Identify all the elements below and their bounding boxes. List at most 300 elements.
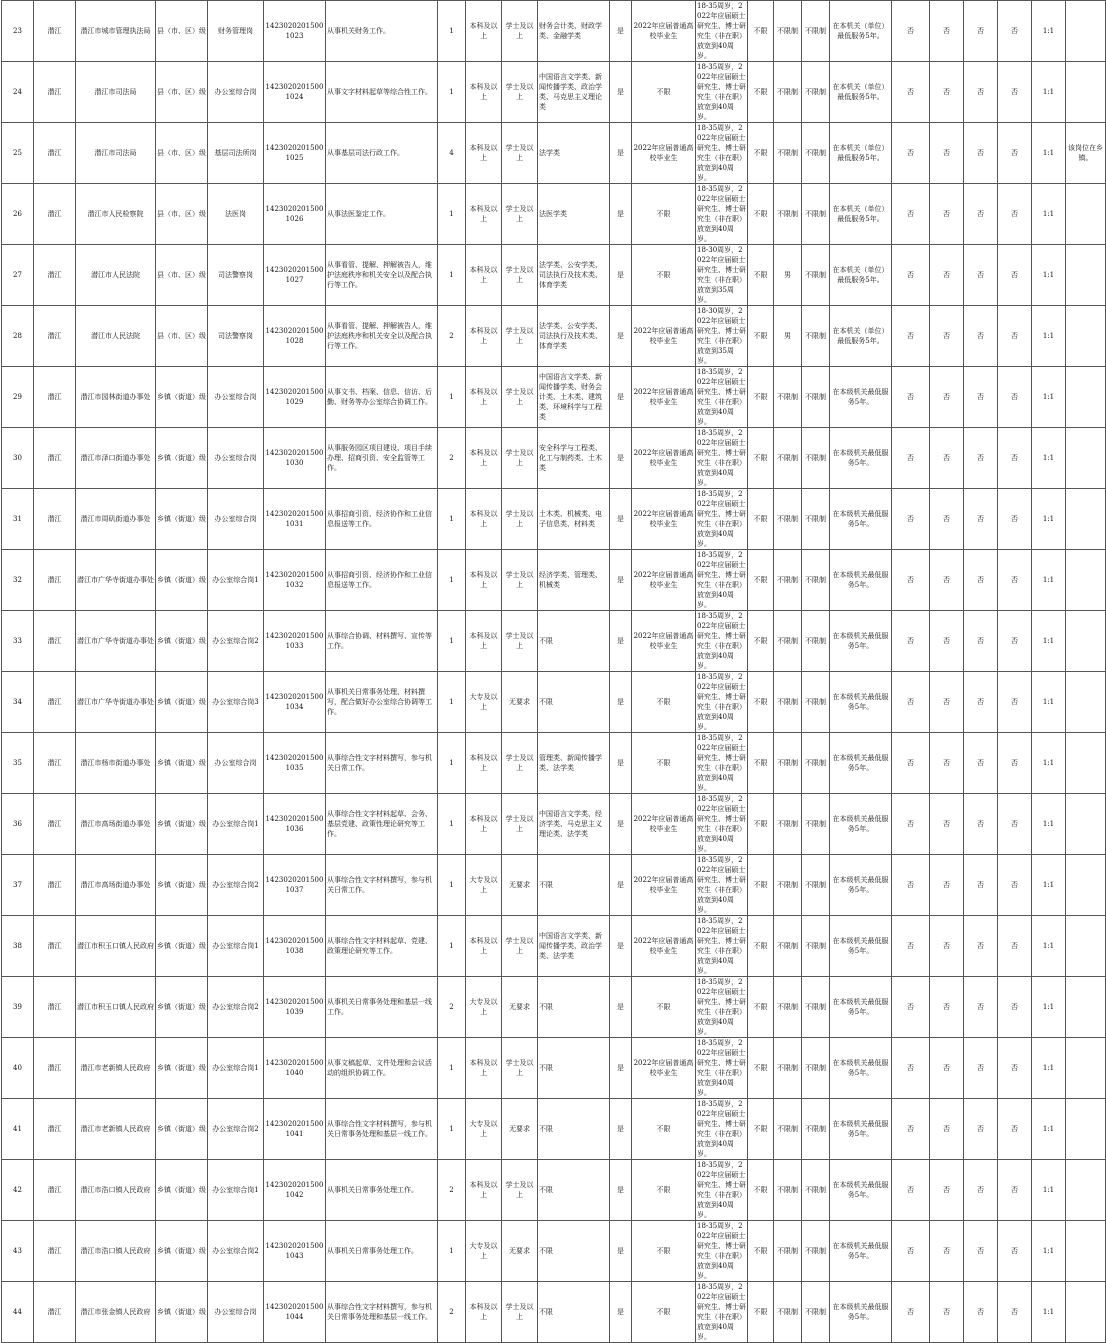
cell-flag-1: 否 bbox=[892, 977, 930, 1038]
cell-requirement-1: 不限 bbox=[748, 794, 774, 855]
cell-requirement-1: 不限 bbox=[748, 1160, 774, 1221]
cell-requirement-1: 不限 bbox=[748, 489, 774, 550]
cell-unit: 潜江市人民法院 bbox=[76, 306, 156, 367]
table-row bbox=[2, 550, 1106, 611]
cell-duty: 从事看管、提解、押解被告人，维护法庭秩序和机关安全以及配合执行等工作。 bbox=[326, 245, 438, 306]
cell-flag-4: 否 bbox=[998, 1099, 1032, 1160]
cell-flag: 是 bbox=[610, 977, 632, 1038]
cell-post: 办公室综合岗 bbox=[208, 62, 264, 123]
cell-code: 14230202015001043 bbox=[264, 1221, 326, 1282]
cell-post: 财务管理岗 bbox=[208, 1, 264, 62]
cell-flag-1: 否 bbox=[892, 916, 930, 977]
cell-unit: 潜江市高场街道办事处 bbox=[76, 855, 156, 916]
cell-education: 大专及以上 bbox=[466, 672, 502, 733]
cell-count: 4 bbox=[438, 123, 466, 184]
cell-city: 潜江 bbox=[34, 1038, 76, 1099]
cell-target: 2022年应届普通高校毕业生 bbox=[632, 123, 696, 184]
cell-flag-2: 否 bbox=[930, 1221, 964, 1282]
cell-ratio: 1:1 bbox=[1032, 1221, 1066, 1282]
cell-flag-4: 否 bbox=[998, 1221, 1032, 1282]
cell-post: 办公室综合岗2 bbox=[208, 1099, 264, 1160]
cell-note bbox=[1066, 977, 1106, 1038]
cell-requirement-3: 不限制 bbox=[802, 62, 830, 123]
cell-flag-4: 否 bbox=[998, 611, 1032, 672]
cell-flag-1: 否 bbox=[892, 550, 930, 611]
cell-post: 办公室综合岗 bbox=[208, 1282, 264, 1343]
cell-level: 乡镇（街道）级 bbox=[156, 550, 208, 611]
cell-major: 中国语言文学类、经济学类、马克思主义理论类、法学类 bbox=[538, 794, 610, 855]
cell-flag-3: 否 bbox=[964, 1099, 998, 1160]
cell-target: 不限 bbox=[632, 245, 696, 306]
cell-level: 县（市、区）级 bbox=[156, 245, 208, 306]
cell-flag: 是 bbox=[610, 184, 632, 245]
cell-requirement-1: 不限 bbox=[748, 672, 774, 733]
cell-flag-1: 否 bbox=[892, 489, 930, 550]
cell-note bbox=[1066, 1, 1106, 62]
cell-requirement-3: 不限制 bbox=[802, 1099, 830, 1160]
cell-requirement-3: 不限制 bbox=[802, 916, 830, 977]
cell-service: 在本级机关最低服务5年。 bbox=[830, 1282, 892, 1343]
cell-city: 潜江 bbox=[34, 489, 76, 550]
cell-flag-3: 否 bbox=[964, 1038, 998, 1099]
cell-code: 14230202015001025 bbox=[264, 123, 326, 184]
cell-count: 1 bbox=[438, 489, 466, 550]
cell-level: 县（市、区）级 bbox=[156, 184, 208, 245]
cell-count: 2 bbox=[438, 428, 466, 489]
cell-level: 乡镇（街道）级 bbox=[156, 733, 208, 794]
cell-requirement-2: 男 bbox=[774, 306, 802, 367]
cell-requirement-3: 不限制 bbox=[802, 1038, 830, 1099]
cell-code: 14230202015001026 bbox=[264, 184, 326, 245]
cell-row-number: 36 bbox=[2, 794, 34, 855]
cell-code: 14230202015001034 bbox=[264, 672, 326, 733]
cell-row-number: 43 bbox=[2, 1221, 34, 1282]
cell-target: 2022年应届普通高校毕业生 bbox=[632, 1, 696, 62]
cell-target: 不限 bbox=[632, 184, 696, 245]
cell-row-number: 40 bbox=[2, 1038, 34, 1099]
cell-duty: 从事综合性文字材料撰写，参与机关日常事务处理和基层一线工作。 bbox=[326, 1282, 438, 1343]
cell-duty: 从事法医鉴定工作。 bbox=[326, 184, 438, 245]
cell-flag-3: 否 bbox=[964, 306, 998, 367]
cell-note bbox=[1066, 62, 1106, 123]
cell-level: 乡镇（街道）级 bbox=[156, 1038, 208, 1099]
cell-count: 1 bbox=[438, 855, 466, 916]
cell-major: 不限 bbox=[538, 1038, 610, 1099]
cell-flag-3: 否 bbox=[964, 245, 998, 306]
cell-requirement-3: 不限制 bbox=[802, 123, 830, 184]
cell-requirement-3: 不限制 bbox=[802, 855, 830, 916]
cell-degree: 无要求 bbox=[502, 855, 538, 916]
cell-education: 大专及以上 bbox=[466, 1099, 502, 1160]
cell-requirement-1: 不限 bbox=[748, 611, 774, 672]
cell-count: 1 bbox=[438, 611, 466, 672]
cell-requirement-2: 不限制 bbox=[774, 794, 802, 855]
cell-flag-1: 否 bbox=[892, 1, 930, 62]
cell-post: 办公室综合岗2 bbox=[208, 1221, 264, 1282]
cell-count: 1 bbox=[438, 184, 466, 245]
cell-flag-4: 否 bbox=[998, 733, 1032, 794]
cell-requirement-3: 不限制 bbox=[802, 184, 830, 245]
cell-duty: 从事机关日常事务处理工作。 bbox=[326, 1221, 438, 1282]
cell-level: 乡镇（街道）级 bbox=[156, 794, 208, 855]
cell-flag-1: 否 bbox=[892, 1038, 930, 1099]
cell-code: 14230202015001027 bbox=[264, 245, 326, 306]
cell-level: 乡镇（街道）级 bbox=[156, 1221, 208, 1282]
cell-flag-3: 否 bbox=[964, 855, 998, 916]
cell-education: 本科及以上 bbox=[466, 184, 502, 245]
cell-education: 本科及以上 bbox=[466, 1282, 502, 1343]
cell-post: 基层司法所岗 bbox=[208, 123, 264, 184]
cell-flag-2: 否 bbox=[930, 611, 964, 672]
cell-degree: 学士及以上 bbox=[502, 123, 538, 184]
cell-city: 潜江 bbox=[34, 611, 76, 672]
cell-requirement-3: 不限制 bbox=[802, 1, 830, 62]
cell-target: 2022年应届普通高校毕业生 bbox=[632, 794, 696, 855]
cell-city: 潜江 bbox=[34, 1099, 76, 1160]
cell-requirement-1: 不限 bbox=[748, 1038, 774, 1099]
cell-service: 在本机关（单位）最低服务5年。 bbox=[830, 306, 892, 367]
cell-note bbox=[1066, 1160, 1106, 1221]
table-row bbox=[2, 855, 1106, 916]
table-row bbox=[2, 245, 1106, 306]
cell-target: 不限 bbox=[632, 1282, 696, 1343]
cell-level: 乡镇（街道）级 bbox=[156, 916, 208, 977]
cell-unit: 潜江市司法局 bbox=[76, 62, 156, 123]
cell-row-number: 27 bbox=[2, 245, 34, 306]
cell-level: 乡镇（街道）级 bbox=[156, 428, 208, 489]
cell-ratio: 1:1 bbox=[1032, 1038, 1066, 1099]
cell-note bbox=[1066, 367, 1106, 428]
cell-row-number: 24 bbox=[2, 62, 34, 123]
cell-age: 18-35周岁，2022年应届硕士研究生、博士研究生（非在职）放宽到40周岁。 bbox=[697, 368, 746, 426]
cell-requirement-3: 不限制 bbox=[802, 1282, 830, 1343]
cell-major: 法医学类 bbox=[538, 184, 610, 245]
cell-note bbox=[1066, 1099, 1106, 1160]
cell-target: 2022年应届普通高校毕业生 bbox=[632, 367, 696, 428]
cell-flag-2: 否 bbox=[930, 1038, 964, 1099]
cell-degree: 学士及以上 bbox=[502, 1160, 538, 1221]
cell-service: 在本机关（单位）最低服务5年。 bbox=[830, 184, 892, 245]
cell-note bbox=[1066, 550, 1106, 611]
cell-requirement-2: 不限制 bbox=[774, 367, 802, 428]
cell-note bbox=[1066, 672, 1106, 733]
cell-level: 乡镇（街道）级 bbox=[156, 1282, 208, 1343]
cell-age: 18-35周岁，2022年应届硕士研究生、博士研究生（非在职）放宽到40周岁。 bbox=[697, 612, 746, 670]
cell-education: 本科及以上 bbox=[466, 733, 502, 794]
cell-age: 18-35周岁，2022年应届硕士研究生、博士研究生（非在职）放宽到40周岁。 bbox=[697, 917, 746, 975]
cell-education: 本科及以上 bbox=[466, 1038, 502, 1099]
cell-service: 在本级机关最低服务5年。 bbox=[830, 1221, 892, 1282]
cell-count: 2 bbox=[438, 977, 466, 1038]
cell-service: 在本级机关最低服务5年。 bbox=[830, 1099, 892, 1160]
cell-target: 2022年应届普通高校毕业生 bbox=[632, 306, 696, 367]
cell-count: 1 bbox=[438, 245, 466, 306]
cell-flag-4: 否 bbox=[998, 977, 1032, 1038]
cell-ratio: 1:1 bbox=[1032, 916, 1066, 977]
cell-ratio: 1:1 bbox=[1032, 672, 1066, 733]
cell-code: 14230202015001028 bbox=[264, 306, 326, 367]
cell-requirement-3: 不限制 bbox=[802, 367, 830, 428]
cell-education: 本科及以上 bbox=[466, 1160, 502, 1221]
cell-duty: 从事综合性文字材料撰写，参与机关日常工作。 bbox=[326, 855, 438, 916]
cell-note bbox=[1066, 916, 1106, 977]
cell-service: 在本机关（单位）最低服务5年。 bbox=[830, 62, 892, 123]
cell-note bbox=[1066, 855, 1106, 916]
cell-flag-4: 否 bbox=[998, 672, 1032, 733]
cell-flag-4: 否 bbox=[998, 245, 1032, 306]
cell-degree: 学士及以上 bbox=[502, 611, 538, 672]
cell-flag-3: 否 bbox=[964, 123, 998, 184]
cell-target: 2022年应届普通高校毕业生 bbox=[632, 855, 696, 916]
cell-education: 本科及以上 bbox=[466, 489, 502, 550]
cell-requirement-1: 不限 bbox=[748, 855, 774, 916]
table-row bbox=[2, 977, 1106, 1038]
cell-target: 2022年应届普通高校毕业生 bbox=[632, 550, 696, 611]
cell-post: 办公室综合岗1 bbox=[208, 1038, 264, 1099]
cell-flag-2: 否 bbox=[930, 977, 964, 1038]
cell-requirement-1: 不限 bbox=[748, 916, 774, 977]
cell-code: 14230202015001031 bbox=[264, 489, 326, 550]
cell-flag-3: 否 bbox=[964, 1221, 998, 1282]
cell-unit: 潜江市张金镇人民政府 bbox=[76, 1282, 156, 1343]
cell-requirement-3: 不限制 bbox=[802, 733, 830, 794]
cell-post: 办公室综合岗1 bbox=[208, 916, 264, 977]
cell-major: 法学类 bbox=[538, 123, 610, 184]
cell-post: 办公室综合岗 bbox=[208, 428, 264, 489]
cell-requirement-3: 不限制 bbox=[802, 672, 830, 733]
table-row bbox=[2, 1160, 1106, 1221]
cell-degree: 无要求 bbox=[502, 1221, 538, 1282]
cell-flag: 是 bbox=[610, 428, 632, 489]
cell-age: 18-35周岁，2022年应届硕士研究生、博士研究生（非在职）放宽到40周岁。 bbox=[697, 429, 746, 487]
cell-major: 不限 bbox=[538, 672, 610, 733]
cell-requirement-1: 不限 bbox=[748, 428, 774, 489]
cell-level: 乡镇（街道）级 bbox=[156, 489, 208, 550]
cell-duty: 从事看管、提解、押解被告人，维护法庭秩序和机关安全以及配合执行等工作。 bbox=[326, 306, 438, 367]
cell-flag-1: 否 bbox=[892, 855, 930, 916]
cell-requirement-1: 不限 bbox=[748, 306, 774, 367]
cell-row-number: 29 bbox=[2, 367, 34, 428]
cell-age: 18-30周岁，2022年应届硕士研究生、博士研究生（非在职）放宽到35周岁。 bbox=[697, 307, 746, 365]
cell-degree: 学士及以上 bbox=[502, 794, 538, 855]
cell-degree: 学士及以上 bbox=[502, 733, 538, 794]
cell-age: 18-35周岁，2022年应届硕士研究生、博士研究生（非在职）放宽到40周岁。 bbox=[697, 2, 746, 60]
cell-flag-2: 否 bbox=[930, 916, 964, 977]
cell-major: 财务会计类、财政学类、金融学类 bbox=[538, 1, 610, 62]
cell-count: 1 bbox=[438, 794, 466, 855]
cell-requirement-3: 不限制 bbox=[802, 611, 830, 672]
cell-age: 18-35周岁，2022年应届硕士研究生、博士研究生（非在职）放宽到40周岁。 bbox=[697, 1222, 746, 1280]
cell-service: 在本级机关最低服务5年。 bbox=[830, 1038, 892, 1099]
cell-count: 1 bbox=[438, 1099, 466, 1160]
cell-city: 潜江 bbox=[34, 977, 76, 1038]
cell-target: 2022年应届普通高校毕业生 bbox=[632, 611, 696, 672]
cell-degree: 学士及以上 bbox=[502, 306, 538, 367]
cell-level: 县（市、区）级 bbox=[156, 306, 208, 367]
cell-duty: 从事基层司法行政工作。 bbox=[326, 123, 438, 184]
cell-education: 本科及以上 bbox=[466, 428, 502, 489]
cell-flag-4: 否 bbox=[998, 855, 1032, 916]
cell-flag-1: 否 bbox=[892, 794, 930, 855]
cell-major: 经济学类、管理类、机械类 bbox=[538, 550, 610, 611]
cell-education: 本科及以上 bbox=[466, 367, 502, 428]
cell-post: 办公室综合岗1 bbox=[208, 1160, 264, 1221]
cell-age: 18-35周岁，2022年应届硕士研究生、博士研究生（非在职）放宽到40周岁。 bbox=[697, 1100, 746, 1158]
cell-post: 办公室综合岗 bbox=[208, 367, 264, 428]
cell-target: 不限 bbox=[632, 672, 696, 733]
cell-flag-4: 否 bbox=[998, 123, 1032, 184]
cell-flag-3: 否 bbox=[964, 489, 998, 550]
cell-unit: 潜江市周矶街道办事处 bbox=[76, 489, 156, 550]
cell-service: 在本级机关最低服务5年。 bbox=[830, 428, 892, 489]
cell-flag-1: 否 bbox=[892, 245, 930, 306]
cell-code: 14230202015001039 bbox=[264, 977, 326, 1038]
table-row bbox=[2, 1099, 1106, 1160]
cell-level: 乡镇（街道）级 bbox=[156, 367, 208, 428]
cell-requirement-3: 不限制 bbox=[802, 1221, 830, 1282]
table-row bbox=[2, 62, 1106, 123]
cell-age: 18-35周岁，2022年应届硕士研究生、博士研究生（非在职）放宽到40周岁。 bbox=[697, 673, 746, 731]
cell-count: 1 bbox=[438, 733, 466, 794]
cell-requirement-3: 不限制 bbox=[802, 977, 830, 1038]
cell-target: 2022年应届普通高校毕业生 bbox=[632, 1038, 696, 1099]
cell-flag-2: 否 bbox=[930, 855, 964, 916]
cell-post: 办公室综合岗3 bbox=[208, 672, 264, 733]
cell-requirement-3: 不限制 bbox=[802, 794, 830, 855]
cell-requirement-3: 不限制 bbox=[802, 550, 830, 611]
cell-code: 14230202015001040 bbox=[264, 1038, 326, 1099]
cell-major: 不限 bbox=[538, 611, 610, 672]
cell-count: 1 bbox=[438, 62, 466, 123]
cell-flag-2: 否 bbox=[930, 184, 964, 245]
cell-note bbox=[1066, 1038, 1106, 1099]
cell-flag-1: 否 bbox=[892, 184, 930, 245]
cell-requirement-2: 不限制 bbox=[774, 1038, 802, 1099]
cell-flag-4: 否 bbox=[998, 367, 1032, 428]
cell-ratio: 1:1 bbox=[1032, 489, 1066, 550]
cell-flag-1: 否 bbox=[892, 428, 930, 489]
cell-code: 14230202015001024 bbox=[264, 62, 326, 123]
cell-age: 18-35周岁，2022年应届硕士研究生、博士研究生（非在职）放宽到40周岁。 bbox=[697, 551, 746, 609]
cell-flag-3: 否 bbox=[964, 367, 998, 428]
cell-flag: 是 bbox=[610, 245, 632, 306]
cell-note bbox=[1066, 489, 1106, 550]
cell-flag-2: 否 bbox=[930, 245, 964, 306]
cell-major: 安全科学与工程类、化工与制药类、土木类 bbox=[538, 428, 610, 489]
cell-city: 潜江 bbox=[34, 1, 76, 62]
cell-requirement-2: 不限制 bbox=[774, 977, 802, 1038]
cell-unit: 潜江市浩口镇人民政府 bbox=[76, 1160, 156, 1221]
cell-level: 乡镇（街道）级 bbox=[156, 977, 208, 1038]
cell-degree: 学士及以上 bbox=[502, 62, 538, 123]
cell-ratio: 1:1 bbox=[1032, 62, 1066, 123]
cell-post: 办公室综合岗1 bbox=[208, 550, 264, 611]
cell-age: 18-35周岁，2022年应届硕士研究生、博士研究生（非在职）放宽到40周岁。 bbox=[697, 1161, 746, 1219]
cell-ratio: 1:1 bbox=[1032, 184, 1066, 245]
cell-duty: 从事综合性文字材料撰写，参与机关日常事务处理和基层一线工作。 bbox=[326, 1099, 438, 1160]
cell-flag-4: 否 bbox=[998, 550, 1032, 611]
table-row bbox=[2, 184, 1106, 245]
cell-major: 中国语言文学类、新闻传播学类、政治学类、法学类 bbox=[538, 916, 610, 977]
cell-post: 办公室综合岗2 bbox=[208, 855, 264, 916]
cell-note bbox=[1066, 794, 1106, 855]
cell-flag-2: 否 bbox=[930, 123, 964, 184]
cell-level: 乡镇（街道）级 bbox=[156, 611, 208, 672]
cell-target: 不限 bbox=[632, 1221, 696, 1282]
cell-requirement-2: 不限制 bbox=[774, 1221, 802, 1282]
cell-flag-1: 否 bbox=[892, 1221, 930, 1282]
cell-ratio: 1:1 bbox=[1032, 306, 1066, 367]
cell-flag-2: 否 bbox=[930, 489, 964, 550]
cell-service: 在本级机关最低服务5年。 bbox=[830, 1160, 892, 1221]
cell-requirement-2: 不限制 bbox=[774, 672, 802, 733]
cell-city: 潜江 bbox=[34, 245, 76, 306]
cell-requirement-2: 不限制 bbox=[774, 733, 802, 794]
cell-flag-2: 否 bbox=[930, 62, 964, 123]
cell-post: 司法警察岗 bbox=[208, 245, 264, 306]
cell-count: 2 bbox=[438, 1282, 466, 1343]
cell-target: 不限 bbox=[632, 1099, 696, 1160]
cell-level: 乡镇（街道）级 bbox=[156, 1099, 208, 1160]
cell-major: 土木类、机械类、电子信息类、材料类 bbox=[538, 489, 610, 550]
cell-count: 1 bbox=[438, 1038, 466, 1099]
cell-flag: 是 bbox=[610, 1099, 632, 1160]
cell-degree: 学士及以上 bbox=[502, 1, 538, 62]
cell-degree: 无要求 bbox=[502, 672, 538, 733]
cell-service: 在本级机关最低服务5年。 bbox=[830, 550, 892, 611]
cell-education: 本科及以上 bbox=[466, 62, 502, 123]
cell-requirement-1: 不限 bbox=[748, 1282, 774, 1343]
table-row bbox=[2, 1038, 1106, 1099]
cell-ratio: 1:1 bbox=[1032, 1160, 1066, 1221]
cell-post: 办公室综合岗2 bbox=[208, 977, 264, 1038]
cell-duty: 从事招商引资、经济协作和工业信息报送等工作。 bbox=[326, 489, 438, 550]
cell-level: 乡镇（街道）级 bbox=[156, 855, 208, 916]
cell-service: 在本级机关最低服务5年。 bbox=[830, 672, 892, 733]
cell-education: 本科及以上 bbox=[466, 306, 502, 367]
table-row bbox=[2, 1282, 1106, 1343]
cell-age: 18-35周岁，2022年应届硕士研究生、博士研究生（非在职）放宽到40周岁。 bbox=[697, 1283, 746, 1341]
cell-city: 潜江 bbox=[34, 306, 76, 367]
cell-duty: 从事综合性文字材料起草、党建、政策理论研究等工作。 bbox=[326, 916, 438, 977]
table-row bbox=[2, 916, 1106, 977]
cell-unit: 潜江市老新镇人民政府 bbox=[76, 1038, 156, 1099]
cell-major: 不限 bbox=[538, 977, 610, 1038]
cell-row-number: 25 bbox=[2, 123, 34, 184]
cell-note bbox=[1066, 428, 1106, 489]
cell-flag: 是 bbox=[610, 1, 632, 62]
cell-requirement-1: 不限 bbox=[748, 62, 774, 123]
cell-degree: 学士及以上 bbox=[502, 184, 538, 245]
cell-requirement-2: 不限制 bbox=[774, 62, 802, 123]
cell-requirement-1: 不限 bbox=[748, 245, 774, 306]
cell-note bbox=[1066, 184, 1106, 245]
cell-count: 1 bbox=[438, 1221, 466, 1282]
cell-major: 中国语言文学类、新闻传播学类、财务会计类、土木类、建筑类、环境科学与工程类 bbox=[538, 367, 610, 428]
cell-note bbox=[1066, 1282, 1106, 1343]
cell-major: 法学类、公安学类、司法执行及技术类、体育学类 bbox=[538, 306, 610, 367]
cell-duty: 从事招商引资、经济协作和工业信息报送等工作。 bbox=[326, 550, 438, 611]
cell-code: 14230202015001041 bbox=[264, 1099, 326, 1160]
cell-row-number: 44 bbox=[2, 1282, 34, 1343]
cell-education: 大专及以上 bbox=[466, 977, 502, 1038]
cell-age: 18-35周岁，2022年应届硕士研究生、博士研究生（非在职）放宽到40周岁。 bbox=[697, 63, 746, 121]
cell-unit: 潜江市高场街道办事处 bbox=[76, 794, 156, 855]
cell-post: 办公室综合岗 bbox=[208, 489, 264, 550]
cell-flag-2: 否 bbox=[930, 1099, 964, 1160]
cell-age: 18-30周岁，2022年应届硕士研究生、博士研究生（非在职）放宽到35周岁。 bbox=[697, 246, 746, 304]
table-row bbox=[2, 794, 1106, 855]
